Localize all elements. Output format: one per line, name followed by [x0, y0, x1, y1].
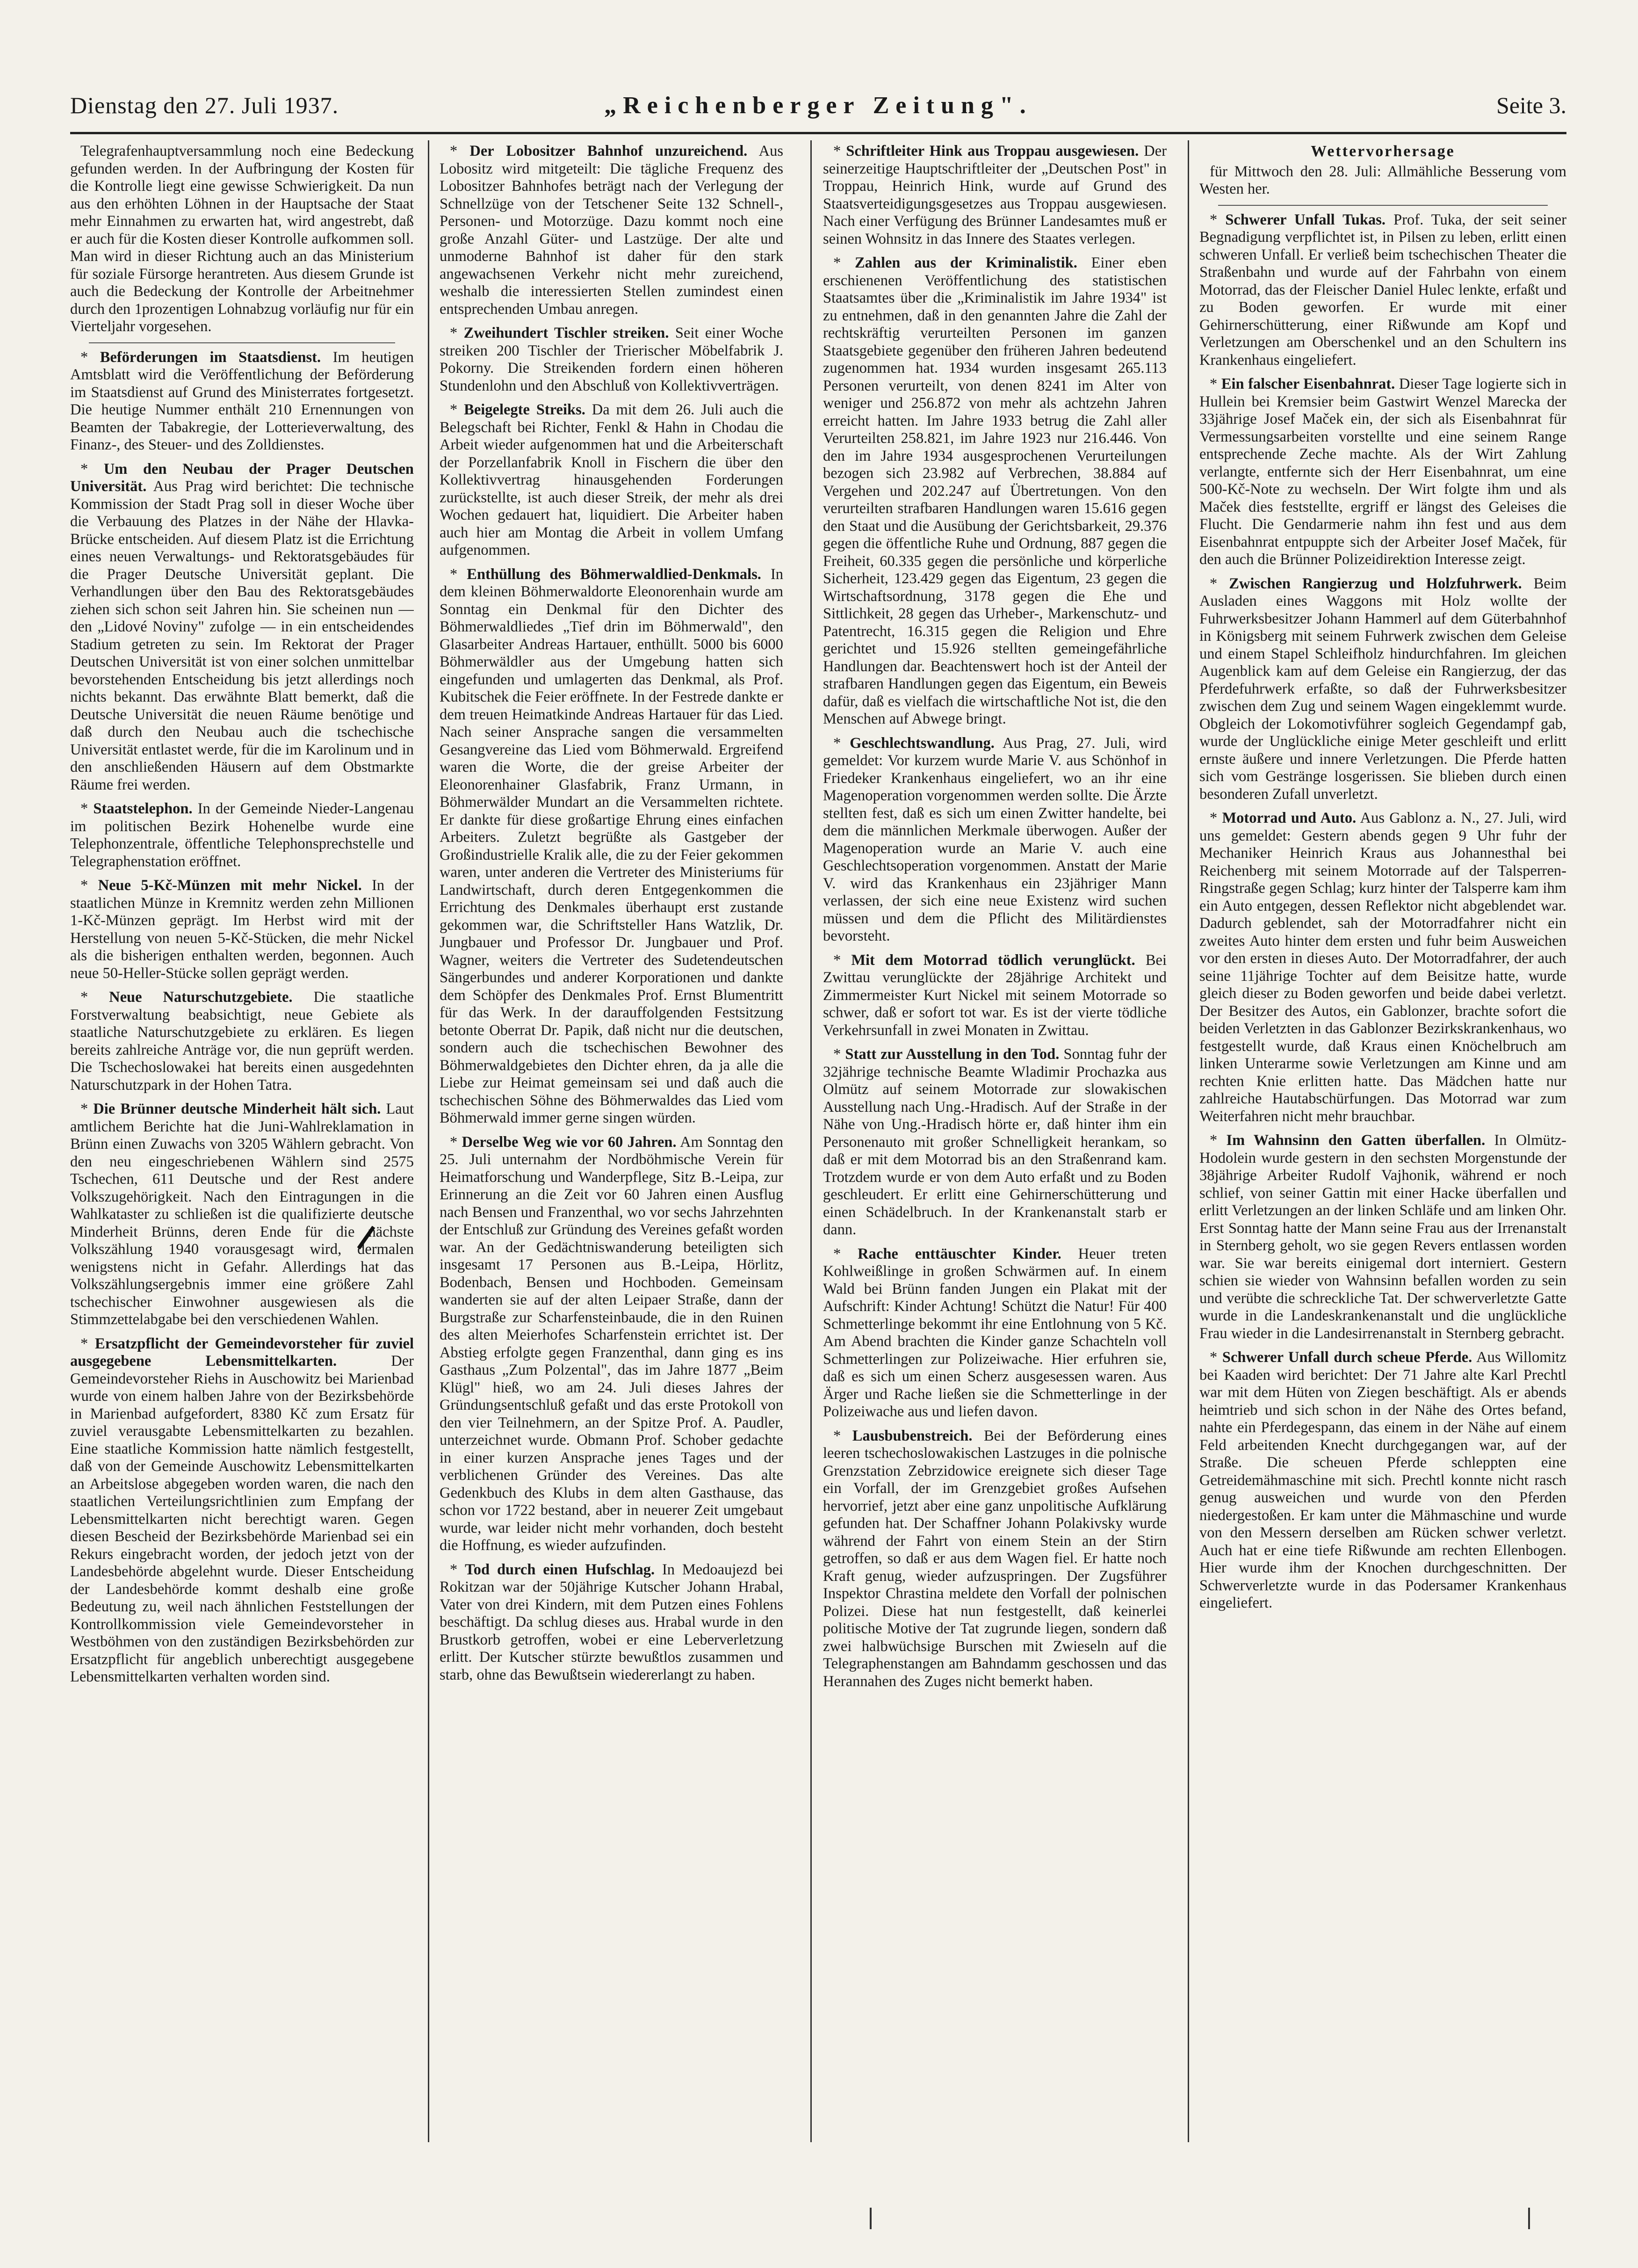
article-text: Heuer treten Kohlweißlinge in großen Schwärmen auf. In einem Wald bei Brünn fanden Jungen ein Plakat mit der Aufschrift: Kinder Achtung! Schützt die Natur! Für 400 Schmetterlinge bekommt ihr eine Entlohnung von 5 Kč. Am Abend brachten die Kinder ganze Schachteln voll Schmetterlingen zur Polizeiwache. Hier erfuhren sie, daß es sich um einen Scherz ausgesessen waren. Aus Ärger und Rache ließen sie die Schmetterlinge in der Polizeiwache aus und liefen davon. [823, 1245, 1167, 1420]
article-text: Am Sonntag den 25. Juli unternahm der Nordböhmische Verein für Heimatforschung und Wanderpflege, Sitz B.-Leipa, zur Erinnerung an die Zeit vor 60 Jahren einen Ausflug nach Bensen und Franzenthal, wo vor sechs Jahrzehnten der Entschluß zur Gründung des Vereines gefaßt worden war. An der Gedächtniswanderung beteiligten sich insgesamt 17 Personen aus B.-Leipa, Hörlitz, Bodenbach, Bensen und Hochboden. Gemeinsam wanderten sie auf der alten Leipaer Straße, dann der Burgstraße zur Scharfensteinbaude, die in den Ruinen des alten Meierhofes Scharfenstein errichtet ist. Der Abstieg erfolgte gegen Franzenthal, dann ging es ins Gasthaus „Zum Polzental", das im Jahre 1877 „Beim Klügl" hieß, wo am 24. Juli dieses Jahres der Gründungsentschluß gefaßt und das erste Protokoll von den vier Teilnehmern, an der Spitze Prof. A. Paudler, unterzeichnet wurde. Obmann Prof. Schober gedachte in einer kurzen Ansprache jenes Tages und der verblichenen Gründer des Vereines. Das alte Gedenkbuch des Klubs in dem alten Gasthause, das schon vor 1722 bestand, aber in neuerer Zeit umgebaut wurde, war leider nicht mehr vorhanden, doch besteht die Hoffnung, es wieder aufzufinden. [440, 1133, 783, 1554]
article-headline: Ersatzpflicht der Gemeindevorsteher für zuviel ausgegebene Lebensmittelkarten. [70, 1335, 414, 1369]
column-divider [428, 140, 429, 2142]
article-text: In Olmütz-Hodolein wurde gestern in den sechsten Morgenstunde der 38jährige Arbeiter Rudolf Vajhonik, während er noch schlief, von seiner Gattin mit einer Hacke überfallen und erlitt Verletzungen an der linken Schläfe und am linken Ohr. Erst Sonntag hatte der Mann seine Frau aus der Irrenanstalt in Sternberg geholt, wo sie gegen Revers entlassen worden war. Sie war bereits einigemal dort interniert. Gestern schien sie wieder von Wahnsinn befallen worden zu sein und verübte die schreckliche Tat. Der schwerverletzte Gatte wurde in die Landeskrankenanstalt und die unglückliche Frau wieder in die Landesirrenanstalt in Sternberg gebracht. [1199, 1132, 1566, 1342]
article: * Beigelegte Streiks. Da mit dem 26. Juli auch die Belegschaft bei Richter, Fenkl & Hahn in Chodau die Arbeit wieder aufgenommen hat und die Arbeiterschaft der Porzellanfabrik Knoll in Fischern die über den Kollektivvertrag hinausgehenden Forderungen zurückstellte, ist auch dieser Streik, der mehr als drei Wochen gedauert hat, liquidiert. Die Arbeiter haben auch hier am Montag die Arbeit in vollem Umfang aufgenommen. [440, 401, 783, 558]
column-divider [810, 140, 812, 2142]
article: * Rache enttäuschter Kinder. Heuer treten Kohlweißlinge in großen Schwärmen auf. In einem Wald bei Brünn fanden Jungen ein Plakat mit der Aufschrift: Kinder Achtung! Schützt die Natur! Für 400 Schmetterlinge bekommt ihr eine Entlohnung von 5 Kč. Am Abend brachten die Kinder ganze Schachteln voll Schmetterlingen zur Polizeiwache. Hier erfuhren sie, daß es sich um einen Scherz ausgesessen waren. Aus Ärger und Rache ließen sie die Schmetterlinge in der Polizeiwache aus und liefen davon. [823, 1245, 1167, 1420]
article-text: Aus Gablonz a. N., 27. Juli, wird uns gemeldet: Gestern abends gegen 9 Uhr fuhr der Mechaniker Heinrich Kraus aus Johannesthal bei Reichenberg mit seinem Motorrade auf der Talsperren-Ringstraße gegen Schlag; kurz hinter der Talsperre kam ihm ein Auto entgegen, dessen Reflektor nicht abgeblendet war. Dadurch geblendet, sah der Motorradfahrer nicht ein zweites Auto hinter dem ersten und fuhr beim Ausweichen vor den ersten in dieses Auto. Der Motorradfahrer, der auch seine 11jährige Tochter auf dem Beisitze hatte, wurde gleich dieser zu Boden geworfen und beide dabei verletzt. Der Besitzer des Autos, ein Gablonzer, brachte sofort die beiden Verletzten in das Gablonzer Bezirkskrankenhaus, wo festgestellt wurde, daß Kraus einen Knöchelbruch am linken Unterarme sowie Verletzungen am Kinne und am rechten Knie erlitten hatte. Das Mädchen hatte nur zahlreiche Hautabschürfungen. Das Motorrad war zum Weiterfahren nicht mehr brauchbar. [1199, 810, 1566, 1125]
article-text: Aus Prag wird berichtet: Die technische Kommission der Stadt Prag soll in dieser Woche über die Verbauung des Platzes in der Nähe der Hlavka-Brücke entscheiden. Auf diesem Platz ist die Errichtung eines neuen Verwaltungs- und Rektoratsgebäudes für die Prager Deutsche Universität geplant. Die Verhandlungen über den Bau des Rektoratsgebäudes ziehen sich schon seit Jahren hin. Sie scheinen nun — den „Lidové Noviny" zufolge — in ein entscheidendes Stadium getreten zu sein. Im Rektorat der Prager Deutschen Universität ist von einer solchen unmittelbar bevorstehenden Entscheidung bis jetzt allerdings noch nichts bekannt. Das erwähnte Blatt bemerkt, daß die Deutsche Universität die neuen Räume benötige und daß durch den Neubau auch die tschechische Universität entlastet werde, für die im Karolinum und in den anschließenden Häusern auf dem Obstmarkte Räume frei werden. [70, 478, 414, 793]
column-divider [1188, 140, 1189, 2142]
masthead [70, 92, 1566, 134]
article-headline: Zahlen aus der Kriminalistik. [854, 254, 1077, 271]
fold-mark [870, 2208, 872, 2229]
issue-date: Dienstag den 27. Juli 1937. [70, 92, 339, 118]
article: * Der Lobositzer Bahnhof unzureichend. Aus Lobositz wird mitgeteilt: Die tägliche Frequenz des Lobositzer Bahnhofes beträgt nach der Verlegung der Schnellzüge von der Tetschener Seite 132 Schnell-, Personen- und Motorzüge. Dazu kommt noch eine große Anzahl Güter- und Lastzüge. Der alte und unmoderne Bahnhof ist daher für den stark angewachsenen Verkehr nicht mehr zureichend, weshalb die interessierten Stellen zumindest einen entsprechenden Umbau anregen. [440, 143, 783, 318]
article: * Motorrad und Auto. Aus Gablonz a. N., 27. Juli, wird uns gemeldet: Gestern abends gegen 9 Uhr fuhr der Mechaniker Heinrich Kraus aus Johannesthal bei Reichenberg mit seinem Motorrade auf der Talsperren-Ringstraße gegen Schlag; kurz hinter der Talsperre kam ihm ein Auto entgegen, dessen Reflektor nicht abgeblendet war. Dadurch geblendet, sah der Motorradfahrer nicht ein zweites Auto hinter dem ersten und fuhr beim Ausweichen vor den ersten in dieses Auto. Der Motorradfahrer, der auch seine 11jährige Tochter auf dem Beisitze hatte, wurde gleich dieser zu Boden geworfen und beide dabei verletzt. Der Besitzer des Autos, ein Gablonzer, brachte sofort die beiden Verletzten in das Gablonzer Bezirkskrankenhaus, wo festgestellt wurde, daß Kraus einen Knöchelbruch am linken Unterarme sowie Verletzungen am Kinne und am rechten Knie erlitten hatte. Das Mädchen hatte nur zahlreiche Hautabschürfungen. Das Motorrad war zum Weiterfahren nicht mehr brauchbar. [1199, 810, 1566, 1125]
article: * Geschlechtswandlung. Aus Prag, 27. Juli, wird gemeldet: Vor kurzem wurde Marie V. aus Schönhof in Friedeker Krankenhaus eingeliefert, wo an ihr eine Magenoperation vorgenommen werden sollte. Die Ärzte stellten fest, daß es sich um einen Zwitter handelte, bei dem die männlichen Merkmale überwogen. Außer der Magenoperation wurde an Marie V. auch eine Geschlechtsoperation vorgenommen. Anstatt der Marie V. wird das Krankenhaus ein 23jähriger Mann verlassen, der sich eine neue Existenz wird suchen müssen und dem die Pflicht des Militärdienstes bevorsteht. [823, 734, 1167, 944]
article-text: Laut amtlichem Berichte hat die Juni-Wahlreklamation in Brünn einen Zuwachs von 3205 Wählern gebracht. Von den neu eingeschriebenen Wählern sind 2575 Tschechen, 611 Deutsche und der Rest andere Volkszugehörigkeit. Nach den Eintragungen in die Wahlkataster zu schließen ist die qualifizierte deutsche Minderheit Brünns, deren Ende für die nächste Volkszählung 1940 vorausgesagt wird, dermalen wenigstens nicht in Gefahr. Allerdings hat das Volkszählungsergebnis immer eine größere Zahl tschechischer Einwohner ausgewiesen als die Stimmzettelabgabe bei den verschiedenen Wahlen. [70, 1101, 414, 1328]
article-headline: Beförderungen im Staatsdienst. [100, 348, 321, 366]
article-text: In der staatlichen Münze in Kremnitz werden zehn Millionen 1-Kč-Münzen geprägt. Im Herbst wird mit der Herstellung von neuen 5-Kč-Stücken, die mehr Nickel als die bisherigen enthalten werden, begonnen. Auch neue 50-Heller-Stücke sollen geprägt werden. [70, 877, 414, 982]
article-headline: Im Wahnsinn den Gatten überfallen. [1226, 1132, 1486, 1149]
article: * Schriftleiter Hink aus Troppau ausgewiesen. Der seinerzeitige Hauptschriftleiter der „Deutschen Post" in Troppau, Heinrich Hink, wurde auf Grund des Staatsverteidigungsgesetzes aus Troppau ausgewiesen. Nach einer Verfügung des Brünner Landesamtes muß er seinen Wohnsitz in das Innere des Staates verlegen. [823, 143, 1167, 247]
article-headline: Mit dem Motorrad tödlich verunglückt. [851, 951, 1135, 969]
article-headline: Schwerer Unfall Tukas. [1225, 211, 1386, 228]
article-text: In dem kleinen Böhmerwaldorte Eleonorenhain wurde am Sonntag ein Denkmal für den Dichter des Böhmerwaldliedes „Tief drin im Böhmerwald", den Glasarbeiter Andreas Hartauer, enthüllt. 5000 bis 6000 Böhmerwäldler aus der Umgebung hatten sich eingefunden und umlagerten das Denkmal, als Prof. Kubitschek die Feier eröffnete. In der Festrede dankte er dem treuen Heimatkinde Andreas Hartauer für das Lied. Nach seiner Ansprache sangen die versammelten Gesangvereine das Lied vom Böhmerwald. Ergreifend waren die Worte, die der greise Arbeiter der Eleonorenhainer Glasfabrik, Franz Urmann, in Böhmerwälder Mundart an die Versammelten richtete. Er dankte für diese großartige Ehrung eines einfachen Arbeiters. Zuletzt begrüßte als Gastgeber der Großindustrielle Kralik alle, die zu der Feier gekommen waren, unter anderen die Vertreter des Ministeriums für Landwirtschaft, durch deren Entgegenkommen die Errichtung des Denkmales überhaupt erst zustande gekommen war, die Schriftsteller Hans Watzlik, Dr. Jungbauer und Professor Dr. Jungbauer und Prof. Wagner, weiters die Vertreter des Sudetendeutschen Sängerbundes und anderer Korporationen und dankte dem Schöpfer des Denkmales Prof. Ernst Blumentritt für das Werk. In der darauffolgenden Festsitzung betonte Oberrat Dr. Papik, daß nicht nur die deutschen, sondern auch die tschechischen Bewohner des Böhmerwaldgebietes den Dichter ehren, da ja alle die Liebe zur Heimat gemeinsam sei und daß auch die tschechischen Söhne des Böhmerwaldes das Lied vom Böhmerwald immer gerne singen würden. [440, 565, 783, 1126]
article-text: Aus Willomitz bei Kaaden wird berichtet: Der 71 Jahre alte Karl Prechtl war mit dem Hüten von Ziegen beschäftigt. Als er abends heimtrieb und sich schon in der Nähe des Ortes befand, nahte ein Pferdegespann, das einem in der Nähe auf einem Feld arbeitenden Knecht durchgegangen war, auf der Straße. Die scheuen Pferde schleppten eine Getreidemähmaschine mit sich. Prechtl konnte nicht rasch genug ausweichen und wurde von den Pferden niedergestoßen. Er kam unter die Mähmaschine und wurde von den Messern derselben am Rücken schwer verletzt. Auch hat er eine tiefe Rißwunde am rechten Ellenbogen. Hier wurde ihm der Knochen durchgeschnitten. Der Schwerverletzte wurde in das Podersamer Krankenhaus eingeliefert. [1199, 1349, 1566, 1611]
article-headline: Ein falscher Eisenbahnrat. [1221, 376, 1395, 392]
column-2 [440, 143, 783, 2135]
article-text: Prof. Tuka, der seit seiner Begnadigung verpflichtet ist, in Pilsen zu leben, erlitt einen schweren Unfall. Er verließ beim tschechischen Theater die Straßenbahn und wurde auf der Fahrbahn von einem Motorrad, das der Fleischer Daniel Hulec lenkte, erfaßt und zu Boden geworfen. Er wurde mit einer Gehirnerschütterung, einer Rißwunde am Kopf und Verletzungen am Oberschenkel und an den Schultern ins Krankenhaus eingeliefert. [1199, 211, 1566, 369]
article: * Staatstelephon. In der Gemeinde Nieder-Langenau im politischen Bezirk Hohenelbe wurde eine Telephonzentrale, öffentliche Telephonsprechstelle und Telegraphenstation eröffnet. [70, 800, 414, 870]
article-headline: Derselbe Weg wie vor 60 Jahren. [462, 1133, 677, 1151]
article-text: Aus Lobositz wird mitgeteilt: Die tägliche Frequenz des Lobositzer Bahnhofes beträgt nach der Verlegung der Schnellzüge von der Tetschener Seite 132 Schnell-, Personen- und Motorzüge. Dazu kommt noch eine große Anzahl Güter- und Lastzüge. Der alte und unmoderne Bahnhof ist daher für den stark angewachsenen Verkehr nicht mehr zureichend, weshalb die interessierten Stellen zumindest einen entsprechenden Umbau anregen. [440, 143, 783, 318]
article: * Ein falscher Eisenbahnrat. Dieser Tage logierte sich in Hullein bei Kremsier beim Gastwirt Wenzel Marecka der 33jährige Josef Maček ein, der sich als Eisenbahnrat für Vermessungsarbeiten vorstellte und eine seinem Range entsprechende Zeche machte. Als der Wirt Zahlung verlangte, entfernte sich der Herr Eisenbahnrat, um eine 500-Kč-Note zu wechseln. Der Wirt folgte ihm und als Maček dies feststellte, ergriff er längst des Geleises die Flucht. Die Gendarmerie nahm ihn fest und aus dem Eisenbahnrat entpuppte sich der Arbeiter Josef Maček, für den auch die Brünner Polizeidirektion Interesse zeigt. [1199, 376, 1566, 568]
article: * Schwerer Unfall durch scheue Pferde. Aus Willomitz bei Kaaden wird berichtet: Der 71 Jahre alte Karl Prechtl war mit dem Hüten von Ziegen beschäftigt. Als er abends heimtrieb und sich schon in der Nähe des Ortes befand, nahte ein Pferdegespann, das einem in der Nähe auf einem Feld arbeitenden Knecht durchgegangen war, auf der Straße. Die scheuen Pferde schleppten eine Getreidemähmaschine mit sich. Prechtl konnte nicht rasch genug ausweichen und wurde von den Pferden niedergestoßen. Er kam unter die Mähmaschine und wurde von den Messern derselben am Rücken schwer verletzt. Auch hat er eine tiefe Rißwunde am rechten Ellenbogen. Hier wurde ihm der Knochen durchgeschnitten. Der Schwerverletzte wurde in das Podersamer Krankenhaus eingeliefert. [1199, 1349, 1566, 1611]
article-headline: Neue Naturschutzgebiete. [109, 989, 293, 1006]
article-headline: Schriftleiter Hink aus Troppau ausgewiesen. [846, 143, 1139, 159]
article: * Zweihundert Tischler streiken. Seit einer Woche streiken 200 Tischler der Trierischer Möbelfabrik J. Pokorny. Die Streikenden fordern einen höheren Stundenlohn und den Abschluß von Kollektivverträgen. [440, 325, 783, 394]
article: * Die Brünner deutsche Minderheit hält sich. Laut amtlichem Berichte hat die Juni-Wahlreklamation in Brünn einen Zuwachs von 3205 Wählern gebracht. Von den neu eingeschriebenen Wählern sind 2575 Tschechen, 611 Deutsche und der Rest andere Volkszugehörigkeit. Nach den Eintragungen in die Wahlkataster zu schließen ist die qualifizierte deutsche Minderheit Brünns, deren Ende für die nächste Volkszählung 1940 vorausgesagt wird, dermalen wenigstens nicht in Gefahr. Allerdings hat das Volkszählungsergebnis immer eine größere Zahl tschechischer Einwohner ausgewiesen als die Stimmzettelabgabe bei den verschiedenen Wahlen. [70, 1101, 414, 1328]
article: * Neue 5-Kč-Münzen mit mehr Nickel. In der staatlichen Münze in Kremnitz werden zehn Millionen 1-Kč-Münzen geprägt. Im Herbst wird mit der Herstellung von neuen 5-Kč-Stücken, die mehr Nickel als die bisherigen enthalten werden, begonnen. Auch neue 50-Heller-Stücke sollen geprägt werden. [70, 877, 414, 982]
article-headline: Die Brünner deutsche Minderheit hält sich. [93, 1101, 381, 1117]
article-headline: Lausbubenstreich. [852, 1427, 973, 1444]
fold-mark [1528, 2208, 1530, 2229]
article: * Im Wahnsinn den Gatten überfallen. In Olmütz-Hodolein wurde gestern in den sechsten Morgenstunde der 38jährige Arbeiter Rudolf Vajhonik, während er noch schlief, von seiner Gattin mit einer Hacke überfallen und erlitt Verletzungen an der linken Schläfe und am linken Ohr. Erst Sonntag hatte der Mann seine Frau aus der Irrenanstalt in Sternberg geholt, wo sie gegen Revers entlassen worden war. Sie war bereits einigemal dort interniert. Gestern schien sie wieder von Wahnsinn befallen worden zu sein und verübte die schreckliche Tat. Der schwerverletzte Gatte wurde in die Landeskrankenanstalt und die unglückliche Frau wieder in die Landesirrenanstalt in Sternberg gebracht. [1199, 1132, 1566, 1342]
article: * Schwerer Unfall Tukas. Prof. Tuka, der seit seiner Begnadigung verpflichtet ist, in Pilsen zu leben, erlitt einen schweren Unfall. Er verließ beim tschechischen Theater die Straßenbahn und wurde auf der Fahrbahn von einem Motorrad, das der Fleischer Daniel Hulec lenkte, erfaßt und zu Boden geworfen. Er wurde mit einer Gehirnerschütterung, einer Rißwunde am Kopf und Verletzungen am Oberschenkel und an den Schultern ins Krankenhaus eingeliefert. [1199, 211, 1566, 369]
article: * Ersatzpflicht der Gemeindevorsteher für zuviel ausgegebene Lebensmittelkarten. Der Gemeindevorsteher Riehs in Auschowitz bei Marienbad wurde von einem halben Jahre von der Bezirksbehörde in Marienbad aufgefordert, 8380 Kč zum Ersatz für zuviel verausgabte Lebensmittelkarten zu bezahlen. Eine staatliche Kommission hatte nämlich festgestellt, daß von der Gemeinde Auschowitz Lebensmittelkarten an Arbeitslose abgegeben worden waren, die nach den staatlichen Verteilungsrichtlinien zum Empfang der Lebensmittelkarten nicht berechtigt waren. Gegen diesen Bescheid der Bezirksbehörde Marienbad sei ein Rekurs eingebracht worden, der jedoch jetzt von der Landesbehörde abgelehnt wurde. Dieser Entscheidung der Landesbehörde kommt deshalb eine große Bedeutung zu, weil nach ähnlichen Feststellungen der Kontrollkommission viele Gemeindevorsteher in Westböhmen von den zuständigen Bezirksbehörden zur Ersatzpflicht für angeblich unberechtigt ausgegebene Lebensmittelkarten verhalten worden sind. [70, 1335, 414, 1685]
article [70, 143, 414, 336]
article-text: Die staatliche Forstverwaltung beabsichtigt, neue Gebiete als staatliche Naturschutzgebiete zu erklären. Es liegen bereits zahlreiche Anträge vor, die nun geprüft werden. Die Tschechoslowakei hat bereits einen ausgedehnten Naturschutzpark in der Hohen Tatra. [70, 989, 414, 1094]
article-text: In Medoaujezd bei Rokitzan war der 50jährige Kutscher Johann Hrabal, Vater von drei Kindern, mit dem Putzen eines Fohlens beschäftigt. Da schlug dieses aus. Hrabal wurde in den Brustkorb getroffen, wobei er eine Leberverletzung erlitt. Der Kutscher stürzte bewußtlos zusammen und starb, ohne das Bewußtsein wiedererlangt zu haben. [440, 1561, 783, 1683]
newspaper-title: „Reichenberger Zeitung". [604, 92, 1032, 119]
article: * Mit dem Motorrad tödlich verunglückt. Bei Zwittau verunglückte der 28jährige Architekt und Zimmermeister Kurt Nickel mit seinem Motorrade so schwer, daß er sofort tot war. Es ist der vierte tödliche Verkehrsunfall in zwei Monaten in Zwittau. [823, 951, 1167, 1039]
article-headline: Statt zur Ausstellung in den Tod. [845, 1046, 1060, 1063]
article-headline: Tod durch einen Hufschlag. [465, 1561, 655, 1578]
article-text: Sonntag fuhr der 32jährige technische Beamte Wladimir Prochazka aus Olmütz auf seinem Motorrade zur slowakischen Ausstellung nach Ung.-Hradisch. Auf der Straße in der Nähe von Ung.-Hradisch hörte er, daß hinter ihm ein Personenauto mit großer Schnelligkeit herankam, so daß er mit dem Motorrad bis an den Straßenrand kam. Trotzdem wurde er von dem Auto erfaßt und zu Boden geschleudert. Er erlitt eine Gehirnerschütterung und einen Schädelbruch. In der Krankenanstalt starb er dann. [823, 1046, 1167, 1238]
column-3 [823, 143, 1167, 2135]
article: * Neue Naturschutzgebiete. Die staatliche Forstverwaltung beabsichtigt, neue Gebiete als staatliche Naturschutzgebiete zu erklären. Es liegen bereits zahlreiche Anträge vor, die nun geprüft werden. Die Tschechoslowakei hat bereits einen ausgedehnten Naturschutzpark in der Hohen Tatra. [70, 989, 414, 1094]
page-number: Seite 3. [1496, 92, 1566, 118]
article-headline: Der Lobositzer Bahnhof unzureichend. [469, 143, 748, 159]
column-1 [70, 143, 414, 2135]
weather-forecast-text: für Mittwoch den 28. Juli: Allmähliche Besserung vom Westen her. [1199, 163, 1566, 197]
article-text: Seit einer Woche streiken 200 Tischler der Trierischer Möbelfabrik J. Pokorny. Die Streikenden fordern einen höheren Stundenlohn und den Abschluß von Kollektivverträgen. [440, 325, 783, 394]
article: * Zwischen Rangierzug und Holzfuhrwerk. Beim Ausladen eines Waggons mit Holz wollte der Fuhrwerksbesitzer Johann Hammerl auf dem Güterbahnhof in Königsberg mit seinem Fuhrwerk zwischen dem Geleise und einem Stapel Schleifholz hindurchfahren. Im gleichen Augenblick kam auf dem Geleise ein Rangierzug, der das Pferdefuhrwerk erfaßte, so daß der Fuhrwerksbesitzer zwischen dem Zug und seinem Wagen eingeklemmt wurde. Obgleich der Lokomotivführer sogleich Gegendampf gab, wurde der Unglückliche einige Meter geschleift und erlitt ernste äußere und innere Verletzungen. Die Pferde hatten sich vom Gestränge losgerissen. Sie blieben durch einen besonderen Zufall unverletzt. [1199, 575, 1566, 803]
article-headline: Motorrad und Auto. [1222, 810, 1357, 826]
article: * Derselbe Weg wie vor 60 Jahren. Am Sonntag den 25. Juli unternahm der Nordböhmische Verein für Heimatforschung und Wanderpflege, Sitz B.-Leipa, zur Erinnerung an die Zeit vor 60 Jahren einen Ausflug nach Bensen und Franzenthal, wo vor sechs Jahrzehnten der Entschluß zur Gründung des Vereines gefaßt worden war. An der Gedächtniswanderung beteiligten sich insgesamt 17 Personen aus B.-Leipa, Hörlitz, Bodenbach, Bensen und Hochboden. Gemeinsam wanderten sie auf der alten Leipaer Straße, dann der Burgstraße zur Scharfensteinbaude, die in den Ruinen des alten Meierhofes Scharfenstein errichtet ist. Der Abstieg erfolgte gegen Franzenthal, dann ging es ins Gasthaus „Zum Polzental", das im Jahre 1877 „Beim Klügl" hieß, wo am 24. Juli dieses Jahres der Gründungsentschluß gefaßt und das erste Protokoll von den vier Teilnehmern, an der Spitze Prof. A. Paudler, unterzeichnet wurde. Obmann Prof. Schober gedachte in einer kurzen Ansprache jenes Tages und der verblichenen Gründer des Vereines. Das alte Gedenkbuch des Klubs in dem alten Gasthause, das schon vor 1722 bestand, aber in neuerer Zeit umgebaut wurde, war leider nicht mehr vorhanden, doch besteht die Hoffnung, es wieder aufzufinden. [440, 1133, 783, 1554]
article-headline: Enthüllung des Böhmerwaldlied-Denkmals. [467, 565, 761, 583]
article-text: In der Gemeinde Nieder-Langenau im politischen Bezirk Hohenelbe wurde eine Telephonzentrale, öffentliche Telephonsprechstelle und Telegraphenstation eröffnet. [70, 800, 414, 870]
weather-forecast [1199, 163, 1566, 198]
article-headline: Staatstelephon. [93, 800, 193, 817]
article-text: Der seinerzeitige Hauptschriftleiter der „Deutschen Post" in Troppau, Heinrich Hink, wurde auf Grund des Staatsverteidigungsgesetzes aus Troppau ausgewiesen. Nach einer Verfügung des Brünner Landesamtes muß er seinen Wohnsitz in das Innere des Staates verlegen. [823, 143, 1167, 247]
article-text: Einer eben erschienenen Veröffentlichung des statistischen Staatsamtes über die „Kriminalistik im Jahre 1934" ist zu entnehmen, daß in den genannten Jahre die Zahl der rechtskräftig verurteilten Personen im ganzen Staatsgebiete gegenüber den früheren Jahren bedeutend zugenommen hat. 1934 wurden insgesamt 265.113 Personen verurteilt, von denen 8241 im Alter von weniger und 256.872 von mehr als achtzehn Jahren erreicht hatten. Im Jahre 1933 betrug die Zahl aller Verurteilten 258.821, im Jahre 1923 nur 216.446. Von den im Jahre 1934 ausgesprochenen Verurteilungen bezogen sich 23.982 auf Verbrechen, 38.884 auf Vergehen und 202.247 auf Übertretungen. Von den verurteilten strafbaren Handlungen waren 15.616 gegen den Staat und die Ausübung der Gerichtsbarkeit, 29.376 gegen die öffentliche Ruhe und Ordnung, 887 gegen die Freiheit, 60.335 gegen die persönliche und körperliche Sicherheit, 123.429 gegen das Eigentum, 23 gegen die Wirtschaftsordnung, 3178 gegen die Ehe und Sittlichkeit, 28 gegen das Urheber-, Markenschutz- und Patentrecht, 16.315 gegen die Religion und Ehre gerichtet und 15.926 stellten gemeingefährliche Handlungen dar. Beachtenswert hoch ist der Anteil der strafbaren Handlungen gegen das Eigentum, ein Beweis dafür, daß es vielfach die wirtschaftliche Not ist, die den Menschen auf Abwege bringt. [823, 254, 1167, 727]
article: * Enthüllung des Böhmerwaldlied-Denkmals. In dem kleinen Böhmerwaldorte Eleonorenhain wurde am Sonntag ein Denkmal für den Dichter des Böhmerwaldliedes „Tief drin im Böhmerwald", den Glasarbeiter Andreas Hartauer, enthüllt. 5000 bis 6000 Böhmerwäldler aus der Umgebung hatten sich eingefunden und umlagerten das Denkmal, als Prof. Kubitschek die Feier eröffnete. In der Festrede dankte er dem treuen Heimatkinde Andreas Hartauer für das Lied. Nach seiner Ansprache sangen die versammelten Gesangvereine das Lied vom Böhmerwald. Ergreifend waren die Worte, die der greise Arbeiter der Eleonorenhainer Glasfabrik, Franz Urmann, in Böhmerwälder Mundart an die Versammelten richtete. Er dankte für diese großartige Ehrung eines einfachen Arbeiters. Zuletzt begrüßte als Gastgeber der Großindustrielle Kralik alle, die zu der Feier gekommen waren, unter anderen die Vertreter des Ministeriums für Landwirtschaft, durch deren Entgegenkommen die Errichtung des Denkmales überhaupt erst zustande gekommen war, die Schriftsteller Hans Watzlik, Dr. Jungbauer und Professor Dr. Jungbauer und Prof. Wagner, weiters die Vertreter des Sudetendeutschen Sängerbundes und anderer Korporationen und dankte dem Schöpfer des Denkmales Prof. Ernst Blumentritt für das Werk. In der darauffolgenden Festsitzung betonte Oberrat Dr. Papik, daß nicht nur die deutschen, sondern auch die tschechischen Bewohner des Böhmerwaldgebietes den Dichter ehren, da ja alle die Liebe zur Heimat gemeinsam sei und daß auch die tschechischen Söhne des Böhmerwaldes das Lied vom Böhmerwald immer gerne singen würden. [440, 565, 783, 1126]
article-headline: Schwerer Unfall durch scheue Pferde. [1222, 1349, 1472, 1366]
article-text: Der Gemeindevorsteher Riehs in Auschowitz bei Marienbad wurde von einem halben Jahre von der Bezirksbehörde in Marienbad aufgefordert, 8380 Kč zum Ersatz für zuviel verausgabte Lebensmittelkarten zu bezahlen. Eine staatliche Kommission hatte nämlich festgestellt, daß von der Gemeinde Auschowitz Lebensmittelkarten an Arbeitslose abgegeben worden waren, die nach den staatlichen Verteilungsrichtlinien zum Empfang der Lebensmittelkarten nicht berechtigt waren. Gegen diesen Bescheid der Bezirksbehörde Marienbad sei ein Rekurs eingebracht worden, der jedoch jetzt von der Landesbehörde abgelehnt wurde. Dieser Entscheidung der Landesbehörde kommt deshalb eine große Bedeutung zu, weil nach ähnlichen Feststellungen der Kontrollkommission viele Gemeindevorsteher in Westböhmen von den zuständigen Bezirksbehörden zur Ersatzpflicht für angeblich unberechtigt ausgegebene Lebensmittelkarten verhalten worden sind. [70, 1353, 414, 1685]
article-headline: Zweihundert Tischler streiken. [463, 325, 669, 341]
article-separator [89, 342, 395, 343]
article-text: Telegrafenhauptversammlung noch eine Bedeckung gefunden werden. In der Aufbringung der Kosten für die Kontrolle liegt eine gewisse Schwierigkeit. Da nun aus den erhöhten Löhnen in der Hauptsache der Staat mehr Einnahmen zu erwarten hat, wird angestrebt, daß er auch für die Kosten dieser Kontrolle aufkommen soll. Man wird in dieser Richtung auch an das Ministerium für soziale Fürsorge herantreten. Aus diesem Grunde ist auch die Bedeckung der Kontrolle der Arbeitnehmer durch den 1prozentigen Lohnabzug vorläufig nur für ein Vierteljahr vorgesehen. [70, 143, 414, 335]
column-4 [1199, 143, 1566, 2135]
article-text: Im heutigen Amtsblatt wird die Veröffentlichung der Beförderung im Staatsdienst auf Grund des Ministerrates fortgesetzt. Die heutige Nummer enthält 210 Ernennungen von Beamten der Tabakregie, der Lotterieverwaltung, des Finanz-, des Steuer- und des Zolldienstes. [70, 348, 414, 453]
article-text: Aus Prag, 27. Juli, wird gemeldet: Vor kurzem wurde Marie V. aus Schönhof in Friedeker Krankenhaus eingeliefert, wo an ihr eine Magenoperation vorgenommen werden sollte. Die Ärzte stellten fest, daß es sich um einen Zwitter handelte, bei dem die männlichen Merkmale überwogen. Außer der Magenoperation wurde an Marie V. auch eine Geschlechtsoperation vorgenommen. Anstatt der Marie V. wird das Krankenhaus ein 23jähriger Mann verlassen, der sich eine neue Existenz wird suchen müssen und dem die Pflicht des Militärdienstes bevorsteht. [823, 734, 1167, 944]
weather-forecast-title: Wettervorhersage [1311, 143, 1455, 160]
masthead-rule [70, 132, 1566, 134]
article-headline: Rache enttäuschter Kinder. [858, 1245, 1061, 1262]
article-text: Beim Ausladen eines Waggons mit Holz wollte der Fuhrwerksbesitzer Johann Hammerl auf dem Güterbahnhof in Königsberg mit seinem Fuhrwerk zwischen dem Geleise und einem Stapel Schleifholz hindurchfahren. Im gleichen Augenblick kam auf dem Geleise ein Rangierzug, der das Pferdefuhrwerk erfaßte, so daß der Fuhrwerksbesitzer zwischen dem Zug und seinem Wagen eingeklemmt wurde. Obgleich der Lokomotivführer sogleich Gegendampf gab, wurde der Unglückliche einige Meter geschleift und erlitt ernste äußere und innere Verletzungen. Die Pferde hatten sich vom Gestränge losgerissen. Sie blieben durch einen besonderen Zufall unverletzt. [1199, 575, 1566, 803]
article: * Um den Neubau der Prager Deutschen Universität. Aus Prag wird berichtet: Die technische Kommission der Stadt Prag soll in dieser Woche über die Verbauung des Platzes in der Nähe der Hlavka-Brücke entscheiden. Auf diesem Platz ist die Errichtung eines neuen Verwaltungs- und Rektoratsgebäudes für die Prager Deutsche Universität geplant. Die Verhandlungen über den Bau des Rektoratsgebäudes ziehen sich schon seit Jahren hin. Sie scheinen nun — den „Lidové Noviny" zufolge — in ein entscheidendes Stadium getreten zu sein. Im Rektorat der Prager Deutschen Universität ist von einer solchen unmittelbar bevorstehenden Entscheidung bis jetzt allerdings noch nichts bekannt. Das erwähnte Blatt bemerkt, daß die Deutsche Universität die neuen Räume benötige und daß durch den Neubau auch die tschechische Universität entlastet werde, für die im Karolinum und in den anschließenden Häusern auf dem Obstmarkte Räume frei werden. [70, 460, 414, 793]
article-headline: Geschlechtswandlung. [850, 734, 995, 752]
article-text: Bei Zwittau verunglückte der 28jährige Architekt und Zimmermeister Kurt Nickel mit seinem Motorrade so schwer, daß er sofort tot war. Es ist der vierte tödliche Verkehrsunfall in zwei Monaten in Zwittau. [823, 951, 1167, 1039]
article: * Zahlen aus der Kriminalistik. Einer eben erschienenen Veröffentlichung des statistischen Staatsamtes über die „Kriminalistik im Jahre 1934" ist zu entnehmen, daß in den genannten Jahre die Zahl der rechtskräftig verurteilten Personen im ganzen Staatsgebiete gegenüber den früheren Jahren bedeutend zugenommen hat. 1934 wurden insgesamt 265.113 Personen verurteilt, von denen 8241 im Alter von weniger und 256.872 von mehr als achtzehn Jahren erreicht hatten. Im Jahre 1933 betrug die Zahl aller Verurteilten 258.821, im Jahre 1923 nur 216.446. Von den im Jahre 1934 ausgesprochenen Verurteilungen bezogen sich 23.982 auf Verbrechen, 38.884 auf Vergehen und 202.247 auf Übertretungen. Von den verurteilten strafbaren Handlungen waren 15.616 gegen den Staat und die Ausübung der Gerichtsbarkeit, 29.376 gegen die öffentliche Ruhe und Ordnung, 887 gegen die Freiheit, 60.335 gegen die persönliche und körperliche Sicherheit, 123.429 gegen das Eigentum, 23 gegen die Wirtschaftsordnung, 3178 gegen die Ehe und Sittlichkeit, 28 gegen das Urheber-, Markenschutz- und Patentrecht, 16.315 gegen die Religion und Ehre gerichtet und 15.926 stellten gemeingefährliche Handlungen dar. Beachtenswert hoch ist der Anteil der strafbaren Handlungen gegen das Eigentum, ein Beweis dafür, daß es vielfach die wirtschaftliche Not ist, die den Menschen auf Abwege bringt. [823, 254, 1167, 727]
article-text: Bei der Beförderung eines leeren tschechoslowakischen Lastzuges in die polnische Grenzstation Zebrzidowice ereignete sich dieser Tage ein Vorfall, der im Grenzgebiet großes Aufsehen hervorrief, jetzt aber eine ganz unpolitische Aufklärung gefunden hat. Der Schaffner Johann Polakivsky wurde während der Fahrt von einem Stein an der Stirn getroffen, so daß er aus dem Wagen fiel. Er hatte noch Kraft genug, wieder aufzuspringen. Der Zugsführer Inspektor Chrastina meldete den Vorfall der polnischen Polizei. Diese hat nun festgestellt, daß keinerlei politische Motive der Tat zugrunde liegen, sondern daß zwei halbwüchsige Burschen mit Zwieseln auf die Telegraphenstangen am Bahndamm geschossen und das Herannahen des Zuges nicht bemerkt haben. [823, 1427, 1167, 1690]
article-headline: Neue 5-Kč-Münzen mit mehr Nickel. [98, 877, 362, 894]
article-text: Da mit dem 26. Juli auch die Belegschaft bei Richter, Fenkl & Hahn in Chodau die Arbeit wieder aufgenommen hat und die Arbeiterschaft der Porzellanfabrik Knoll in Fischern die über den Kollektivvertrag hinausgehenden Forderungen zurückstellte, ist auch dieser Streik, der mehr als drei Wochen gedauert hat, liquidiert. Die Arbeiter haben auch hier am Montag die Arbeit in vollem Umfang aufgenommen. [440, 401, 783, 558]
article: * Beförderungen im Staatsdienst. Im heutigen Amtsblatt wird die Veröffentlichung der Beförderung im Staatsdienst auf Grund des Ministerrates fortgesetzt. Die heutige Nummer enthält 210 Ernennungen von Beamten der Tabakregie, der Lotterieverwaltung, des Finanz-, des Steuer- und des Zolldienstes. [70, 348, 414, 453]
article-separator [1218, 205, 1548, 206]
article-headline: Um den Neubau der Prager Deutschen Universität. [70, 460, 414, 495]
article: * Tod durch einen Hufschlag. In Medoaujezd bei Rokitzan war der 50jährige Kutscher Johann Hrabal, Vater von drei Kindern, mit dem Putzen eines Fohlens beschäftigt. Da schlug dieses aus. Hrabal wurde in den Brustkorb getroffen, wobei er eine Leberverletzung erlitt. Der Kutscher stürzte bewußtlos zusammen und starb, ohne das Bewußtsein wiedererlangt zu haben. [440, 1561, 783, 1683]
article: * Lausbubenstreich. Bei der Beförderung eines leeren tschechoslowakischen Lastzuges in die polnische Grenzstation Zebrzidowice ereignete sich dieser Tage ein Vorfall, der im Grenzgebiet großes Aufsehen hervorrief, jetzt aber eine ganz unpolitische Aufklärung gefunden hat. Der Schaffner Johann Polakivsky wurde während der Fahrt von einem Stein an der Stirn getroffen, so daß er aus dem Wagen fiel. Er hatte noch Kraft genug, wieder aufzuspringen. Der Zugsführer Inspektor Chrastina meldete den Vorfall der polnischen Polizei. Diese hat nun festgestellt, daß keinerlei politische Motive der Tat zugrunde liegen, sondern daß zwei halbwüchsige Burschen mit Zwieseln auf die Telegraphenstangen am Bahndamm geschossen und das Herannahen des Zuges nicht bemerkt haben. [823, 1427, 1167, 1690]
article-headline: Beigelegte Streiks. [464, 401, 585, 418]
article: * Statt zur Ausstellung in den Tod. Sonntag fuhr der 32jährige technische Beamte Wladimir Prochazka aus Olmütz auf seinem Motorrade zur slowakischen Ausstellung nach Ung.-Hradisch. Auf der Straße in der Nähe von Ung.-Hradisch hörte er, daß hinter ihm ein Personenauto mit großer Schnelligkeit herankam, so daß er mit dem Motorrad bis an den Straßenrand kam. Trotzdem wurde er von dem Auto erfaßt und zu Boden geschleudert. Er erlitt eine Gehirnerschütterung und einen Schädelbruch. In der Krankenanstalt starb er dann. [823, 1046, 1167, 1238]
article-text: Dieser Tage logierte sich in Hullein bei Kremsier beim Gastwirt Wenzel Marecka der 33jährige Josef Maček ein, der sich als Eisenbahnrat für Vermessungsarbeiten vorstellte und eine seinem Range entsprechende Zeche machte. Als der Wirt Zahlung verlangte, entfernte sich der Herr Eisenbahnrat, um eine 500-Kč-Note zu wechseln. Der Wirt folgte ihm und als Maček dies feststellte, ergriff er längst des Geleises die Flucht. Die Gendarmerie nahm ihn fest und aus dem Eisenbahnrat entpuppte sich der Arbeiter Josef Maček, für den auch die Brünner Polizeidirektion Interesse zeigt. [1199, 376, 1566, 568]
article-headline: Zwischen Rangierzug und Holzfuhrwerk. [1229, 575, 1522, 592]
